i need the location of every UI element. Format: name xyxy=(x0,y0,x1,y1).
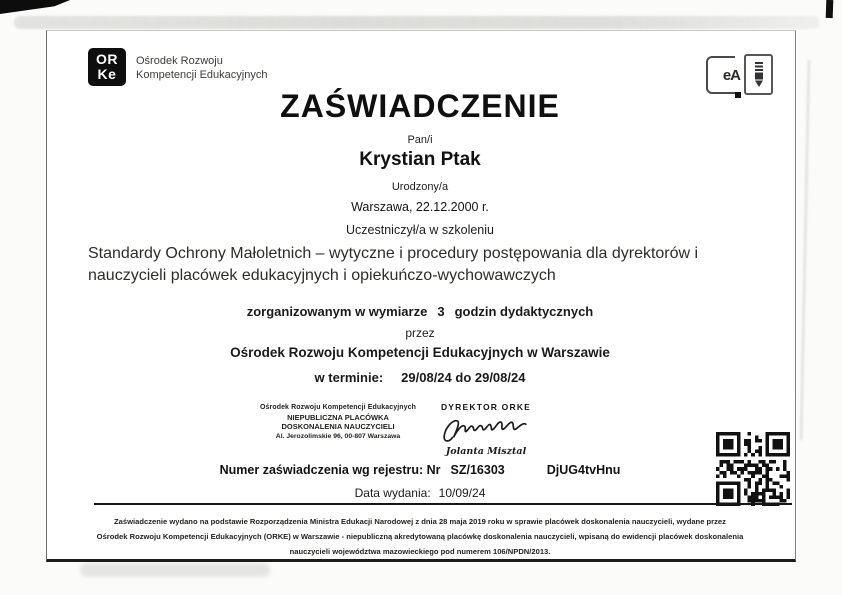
director-title: DYREKTOR ORKE xyxy=(440,402,532,412)
term-line xyxy=(46,370,794,385)
scan-shadow-band xyxy=(14,16,820,29)
stamp-line4: Al. Jerozolimskie 96, 00-807 Warszawa xyxy=(275,433,401,440)
term-dates: 29/08/24 do 29/08/24 xyxy=(401,370,526,385)
certificate-title: ZAŚWIADCZENIE xyxy=(280,88,560,124)
organized-line xyxy=(46,304,794,319)
footer-line-1: Zaświadczenie wydano na podstawie Rozporządzenia Ministra Edukacji Narodowej z dnia 28 maja 2019 roku w sprawie placówek doskonalenia nauczycieli, wydane przez xyxy=(114,517,726,526)
participated-label: Uczestniczył/a w szkoleniu xyxy=(346,223,494,237)
organized-prefix: zorganizowanym w wymiarze xyxy=(246,304,428,319)
registry-line xyxy=(46,463,794,477)
footer-separator xyxy=(94,503,792,505)
scan-artifact-top-left xyxy=(0,0,70,14)
registry-number: SZ/16303 xyxy=(450,463,505,477)
birth-place-date: Warszawa, 22.12.2000 r. xyxy=(351,200,489,214)
issuer-name-line2: Kompetencji Edukacyjnych xyxy=(136,69,268,81)
scan-shadow-right xyxy=(800,60,810,440)
institution-stamp xyxy=(258,404,418,440)
director-block xyxy=(418,402,554,457)
ea-logo-text: eA xyxy=(722,66,740,84)
registry-code: DjUG4tvHnu xyxy=(546,463,621,477)
orke-logo xyxy=(88,48,126,86)
stamp-line2: NIEPUBLICZNA PLACÓWKA xyxy=(287,413,389,422)
issuer-name-line1: Ośrodek Rozwoju xyxy=(136,55,223,67)
course-title: Standardy Ochrony Małoletnich – wytyczne i procedury postępowania dla dyrektorów i nauczycieli placówek edukacyjnych i opiekuńczo-wychowawczych xyxy=(88,245,699,284)
term-label: w terminie: xyxy=(314,370,384,385)
orke-logo-line2: Ke xyxy=(97,66,117,82)
organized-hours: 3 xyxy=(437,304,445,319)
pencil-icon-glyph xyxy=(752,61,766,88)
scan-smudge-bottom xyxy=(80,563,270,577)
salutation: Pan/i xyxy=(407,134,433,146)
born-label: Urodzony/a xyxy=(391,181,449,193)
registry-label: Numer zaświadczenia wg rejestru: Nr xyxy=(219,463,441,477)
footer-line-3: nauczycieli województwa mazowieckiego pod numerem 106/NPDN/2013. xyxy=(289,547,551,556)
footer-line-2: Ośrodek Rozwoju Kompetencji Edukacyjnych (ORKE) w Warszawie - niepubliczną akredytowaną placówkę doskonalenia nauczycieli, wpisaną do ewidencji placówek doskonalenia xyxy=(96,532,744,541)
issue-date-value: 10/09/24 xyxy=(438,486,486,500)
organized-suffix: godzin dydaktycznych xyxy=(454,304,594,319)
issue-date-line xyxy=(46,486,794,500)
orke-logo-line1: OR xyxy=(96,50,118,67)
issuer-name xyxy=(136,54,267,82)
recipient-name: Krystian Ptak xyxy=(359,149,481,170)
signature-scribble-icon xyxy=(418,413,554,448)
scan-artifact-top-right xyxy=(826,0,834,18)
stamp-line1: Ośrodek Rozwoju Kompetencji Edukacyjnych xyxy=(259,404,417,411)
stamp-line3: DOSKONALENIA NAUCZYCIELI xyxy=(281,422,395,431)
issue-date-label: Data wydania: xyxy=(354,486,431,500)
by-label: przez xyxy=(405,326,435,340)
organizer-name: Ośrodek Rozwoju Kompetencji Edukacyjnych w Warszawie xyxy=(230,345,610,360)
director-name: Jolanta Misztal xyxy=(445,446,527,457)
